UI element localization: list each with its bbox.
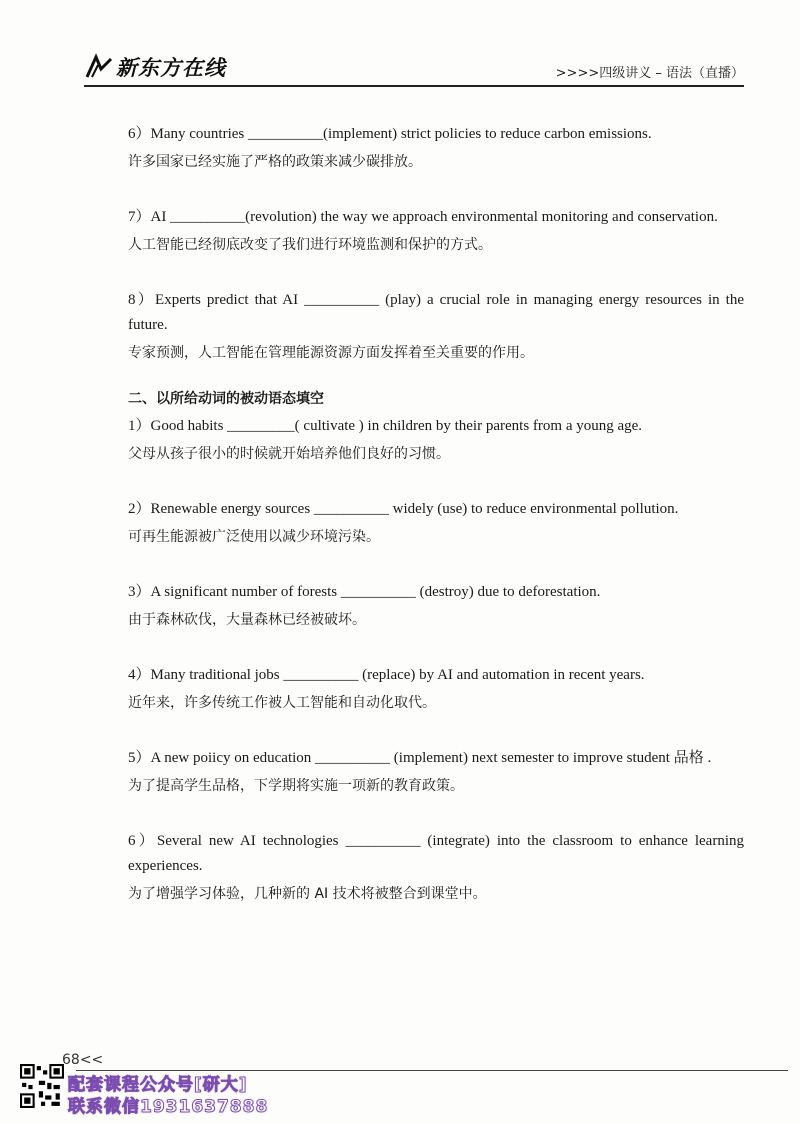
exercise-chinese: 为了提高学生品格，下学期将实施一项新的教育政策。 [128,778,464,794]
exercise-english: 6）Several new AI technologies __________ (integrate) into the classroom to enhance learning experiences. [128,833,744,874]
promo-line: 配套课程公众号[研大] [68,1075,248,1095]
promo-line: 联系微信1931637888 [68,1097,269,1117]
worksheet-content [128,122,744,937]
exercise-chinese: 近年来，许多传统工作被人工智能和自动化取代。 [128,695,436,711]
exercise-english: 6）Many countries __________(implement) strict policies to reduce carbon emissions. [128,126,652,142]
exercise-item [128,746,744,799]
exercise-item [128,663,744,716]
exercise-english: 4）Many traditional jobs __________ (replace) by AI and automation in recent years. [128,667,645,683]
exercise-item [128,580,744,633]
logo-icon [84,53,114,81]
exercise-chinese: 父母从孩子很小的时候就开始培养他们良好的习惯。 [128,446,450,462]
qr-code-icon [20,1064,64,1108]
exercise-item [128,122,744,175]
exercise-chinese: 人工智能已经彻底改变了我们进行环境监测和保护的方式。 [128,237,492,253]
page-footer [20,1052,780,1117]
header-divider [84,85,744,87]
exercise-item [128,414,744,467]
exercise-english: 1）Good habits _________( cultivate ) in children by their parents from a young age. [128,418,643,434]
exercise-english: 8）Experts predict that AI __________ (play) a crucial role in managing energy resources in the future. [128,292,744,333]
page-header [84,50,744,84]
course-label: >>>>四级讲义 – 语法（直播） [555,66,744,81]
exercise-chinese: 可再生能源被广泛使用以减少环境污染。 [128,529,380,545]
exercise-chinese: 许多国家已经实施了严格的政策来减少碳排放。 [128,154,422,170]
exercise-english: 5）A new poiicy on education __________ (implement) next semester to improve student 品格 . [128,750,712,766]
exercise-item [128,497,744,550]
exercise-chinese: 专家预测，人工智能在管理能源资源方面发挥着至关重要的作用。 [128,345,534,361]
exercise-english: 7）AI __________(revolution) the way we approach environmental monitoring and conservation. [128,209,718,225]
logo-text: 新东方在线 [116,56,226,80]
logo [84,52,226,82]
exercise-english: 2）Renewable energy sources __________ widely (use) to reduce environmental pollution. [128,501,679,517]
exercise-chinese: 为了增强学习体验，几种新的 AI 技术将被整合到课堂中。 [128,886,487,902]
section-title: 二、以所给动词的被动语态填空 [128,391,324,407]
exercise-item [128,205,744,258]
exercise-item [128,288,744,366]
exercise-chinese: 由于森林砍伐，大量森林已经被破坏。 [128,612,366,628]
page-number: 68<< [62,1052,104,1068]
exercise-english: 3）A significant number of forests __________ (destroy) due to deforestation. [128,584,601,600]
exercise-item [128,829,744,907]
